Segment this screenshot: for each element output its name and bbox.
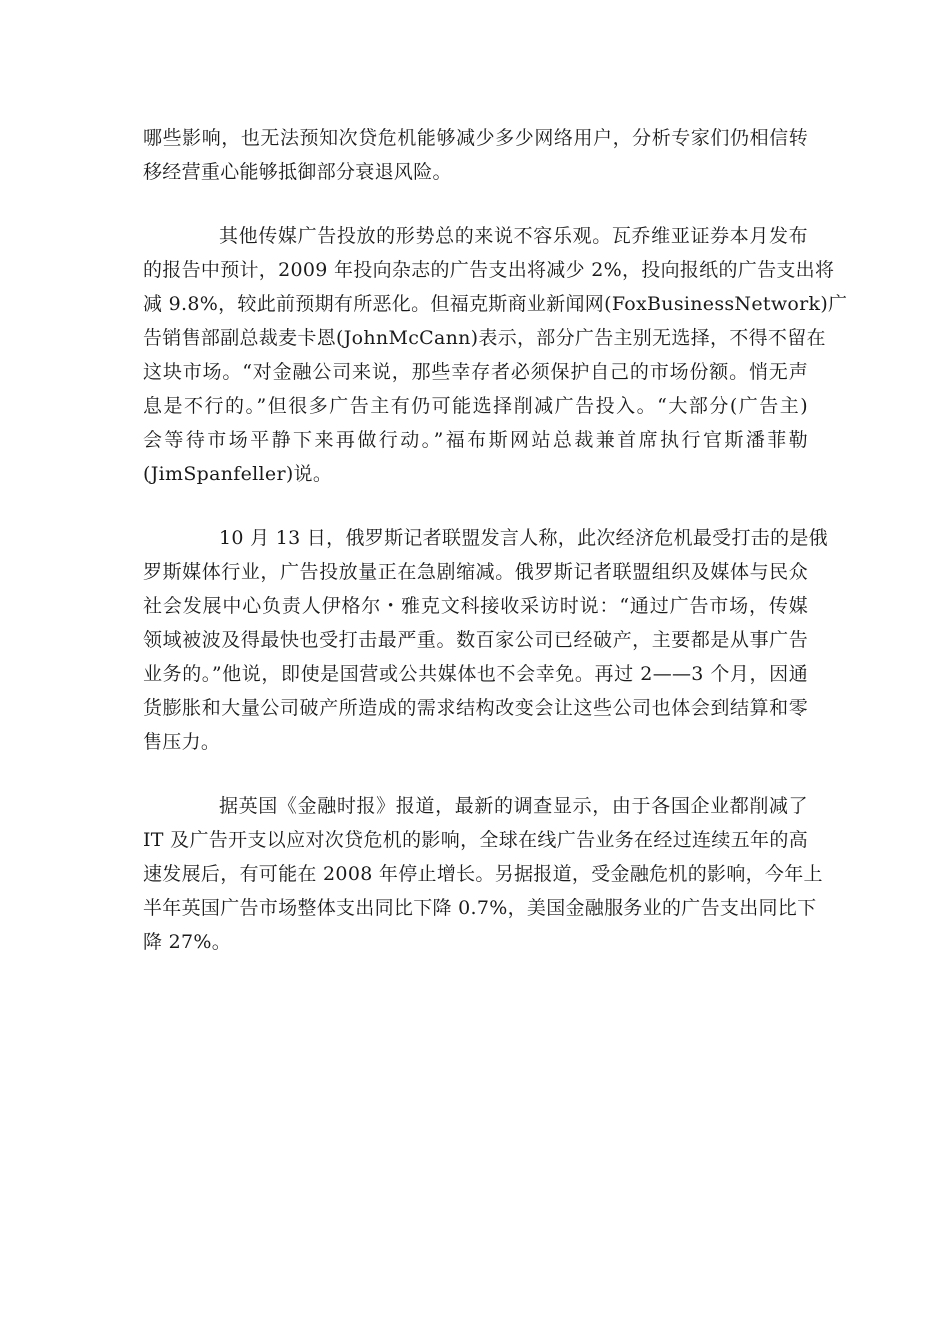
text-line: 速发展后，有可能在 2008 年停止增长。另据报道，受金融危机的影响，今年上 xyxy=(143,863,823,885)
paragraph-1 xyxy=(143,121,808,189)
text-line: 据英国《金融时报》报道，最新的调查显示，由于各国企业都削减了 xyxy=(219,795,808,817)
text-line: 移经营重心能够抵御部分衰退风险。 xyxy=(143,161,452,183)
text-line: 10 月 13 日，俄罗斯记者联盟发言人称，此次经济危机最受打击的是俄 xyxy=(219,527,828,549)
text-line: 息是不行的。”但很多广告主有仍可能选择削减广告投入。“大部分(广告主) xyxy=(143,395,808,417)
text-line: (JimSpanfeller)说。 xyxy=(143,463,333,485)
text-line: 社会发展中心负责人伊格尔・雅克文科接收采访时说：“通过广告市场，传媒 xyxy=(143,595,808,617)
text-line: 的报告中预计，2009 年投向杂志的广告支出将减少 2%，投向报纸的广告支出将 xyxy=(143,259,835,281)
text-line: 减 9.8%，较此前预期有所恶化。但福克斯商业新闻网(FoxBusinessNetwork)广 xyxy=(143,293,848,315)
text-line: 业务的。”他说，即使是国营或公共媒体也不会幸免。再过 2——3 个月，因通 xyxy=(143,663,808,685)
text-line: 这块市场。“对金融公司来说，那些幸存者必须保护自己的市场份额。悄无声 xyxy=(143,361,808,383)
paragraph-2 xyxy=(143,219,848,491)
paragraph-3 xyxy=(143,521,828,759)
text-line: 领域被波及得最快也受打击最严重。数百家公司已经破产，主要都是从事广告 xyxy=(143,629,808,651)
document-body xyxy=(143,121,848,989)
text-line: 会等待市场平静下来再做行动。”福布斯网站总裁兼首席执行官斯潘菲勒 xyxy=(143,429,808,451)
text-line: 降 27%。 xyxy=(143,931,232,953)
text-line: 货膨胀和大量公司破产所造成的需求结构改变会让这些公司也体会到结算和零 xyxy=(143,697,808,719)
text-line: 告销售部副总裁麦卡恩(JohnMcCann)表示，部分广告主别无选择，不得不留在 xyxy=(143,327,826,349)
text-line: 其他传媒广告投放的形势总的来说不容乐观。瓦乔维亚证券本月发布 xyxy=(219,225,808,247)
text-line: 罗斯媒体行业，广告投放量正在急剧缩减。俄罗斯记者联盟组织及媒体与民众 xyxy=(143,561,808,583)
text-line: 哪些影响，也无法预知次贷危机能够减少多少网络用户，分析专家们仍相信转 xyxy=(143,127,808,149)
text-line: 售压力。 xyxy=(143,731,221,753)
text-line: 半年英国广告市场整体支出同比下降 0.7%，美国金融服务业的广告支出同比下 xyxy=(143,897,817,919)
text-line: IT 及广告开支以应对次贷危机的影响，全球在线广告业务在经过连续五年的高 xyxy=(143,829,808,851)
paragraph-4 xyxy=(143,789,823,959)
